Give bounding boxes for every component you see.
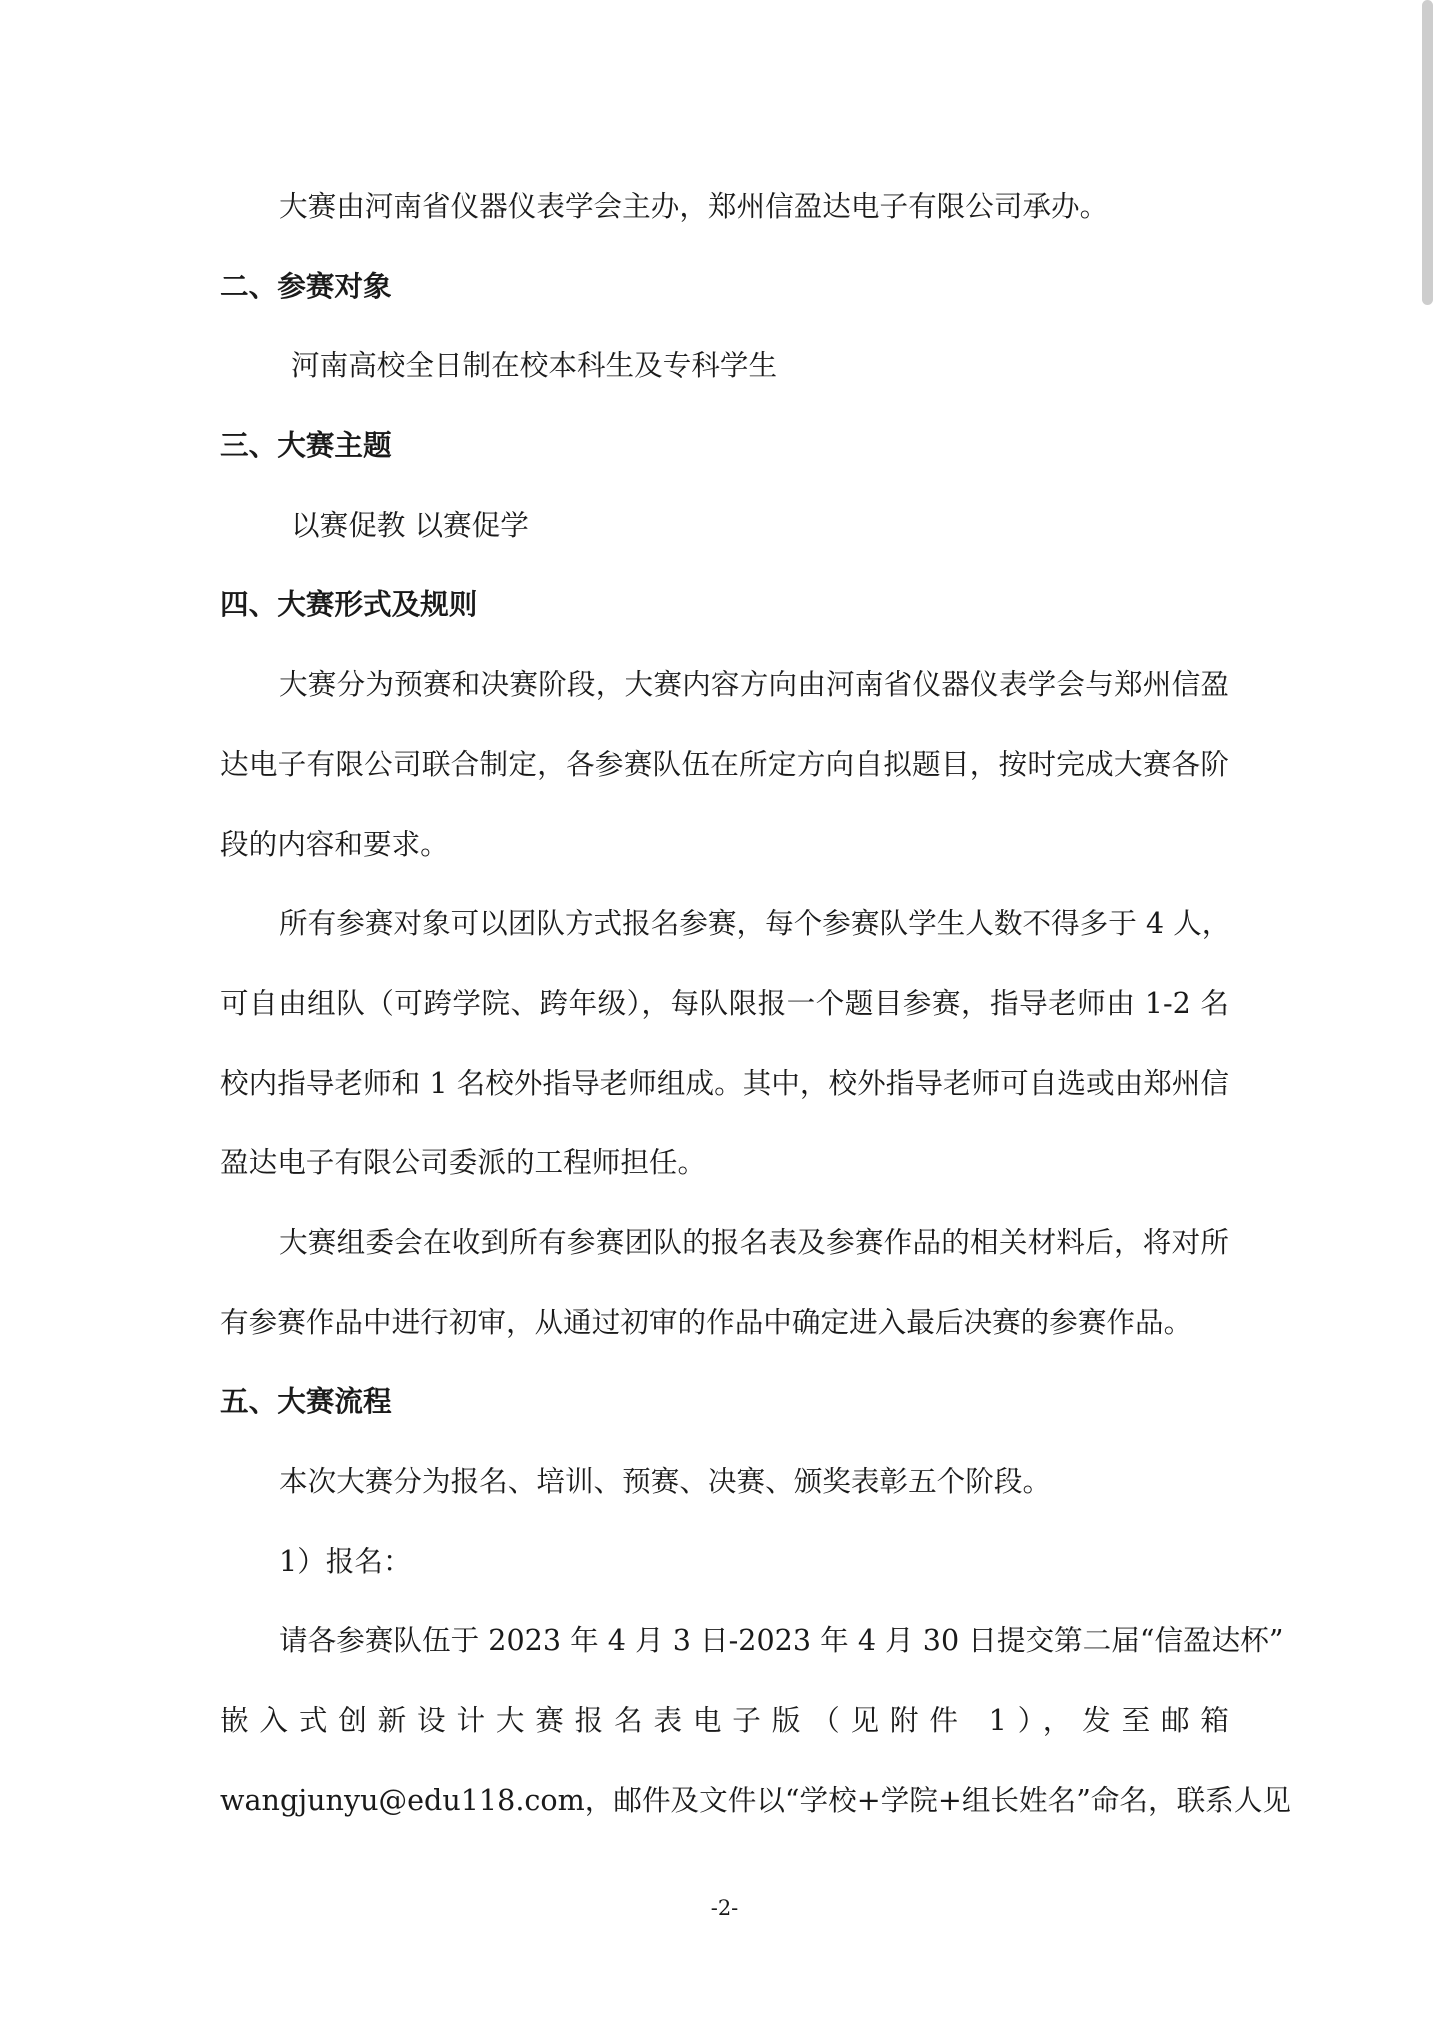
participants-text: 河南高校全日制在校本科生及专科学生	[291, 348, 778, 383]
paragraph-line: 盈达电子有限公司委派的工程师担任。	[220, 1145, 707, 1180]
theme-text: 以赛促教 以赛促学	[291, 507, 529, 542]
paragraph-line: 可自由组队（可跨学院、跨年级），每队限报一个题目参赛，指导老师由 1-2 名	[220, 985, 1229, 1020]
paragraph-line: 达电子有限公司联合制定，各参赛队伍在所定方向自拟题目，按时完成大赛各阶	[220, 746, 1229, 781]
vertical-scrollbar[interactable]	[1414, 0, 1440, 2019]
paragraph-line: 有参赛作品中进行初审，从通过初审的作品中确定进入最后决赛的参赛作品。	[220, 1304, 1193, 1339]
paragraph-line: 段的内容和要求。	[220, 826, 449, 861]
heading-participants: 二、参赛对象	[220, 268, 392, 303]
paragraph-line: 大赛组委会在收到所有参赛团队的报名表及参赛作品的相关材料后，将对所	[279, 1224, 1229, 1259]
paragraph-line: 校内指导老师和 1 名校外指导老师组成。其中，校外指导老师可自选或由郑州信	[220, 1065, 1229, 1100]
paragraph-line: 请各参赛队伍于 2023 年 4 月 3 日-2023 年 4 月 30 日提交第二届“信盈达杯”	[279, 1623, 1284, 1658]
paragraph-line: 所有参赛对象可以团队方式报名参赛，每个参赛队学生人数不得多于 4 人，	[279, 906, 1231, 941]
page-number: -2-	[710, 1896, 739, 1920]
paragraph-line: 本次大赛分为报名、培训、预赛、决赛、颁奖表彰五个阶段。	[279, 1464, 1052, 1498]
organizer-text: 大赛由河南省仪器仪表学会主办，郑州信盈达电子有限公司承办。	[279, 189, 1109, 223]
heading-theme: 三、大赛主题	[220, 428, 392, 463]
step-registration-title: 1）报名：	[279, 1543, 412, 1578]
document-body	[0, 167, 1440, 1840]
paragraph-line: wangjunyu@edu118.com，邮件及文件以“学校+学院+组长姓名”命名，联系人见	[220, 1782, 1291, 1817]
paragraph-line: 嵌入式创新设计大赛报名表电子版（见附件 1），发至邮箱	[220, 1703, 1229, 1738]
heading-process: 五、大赛流程	[220, 1384, 392, 1419]
heading-format-rules: 四、大赛形式及规则	[220, 587, 478, 622]
paragraph-line: 大赛分为预赛和决赛阶段，大赛内容方向由河南省仪器仪表学会与郑州信盈	[279, 667, 1229, 702]
scrollbar-thumb[interactable]	[1422, 0, 1433, 305]
